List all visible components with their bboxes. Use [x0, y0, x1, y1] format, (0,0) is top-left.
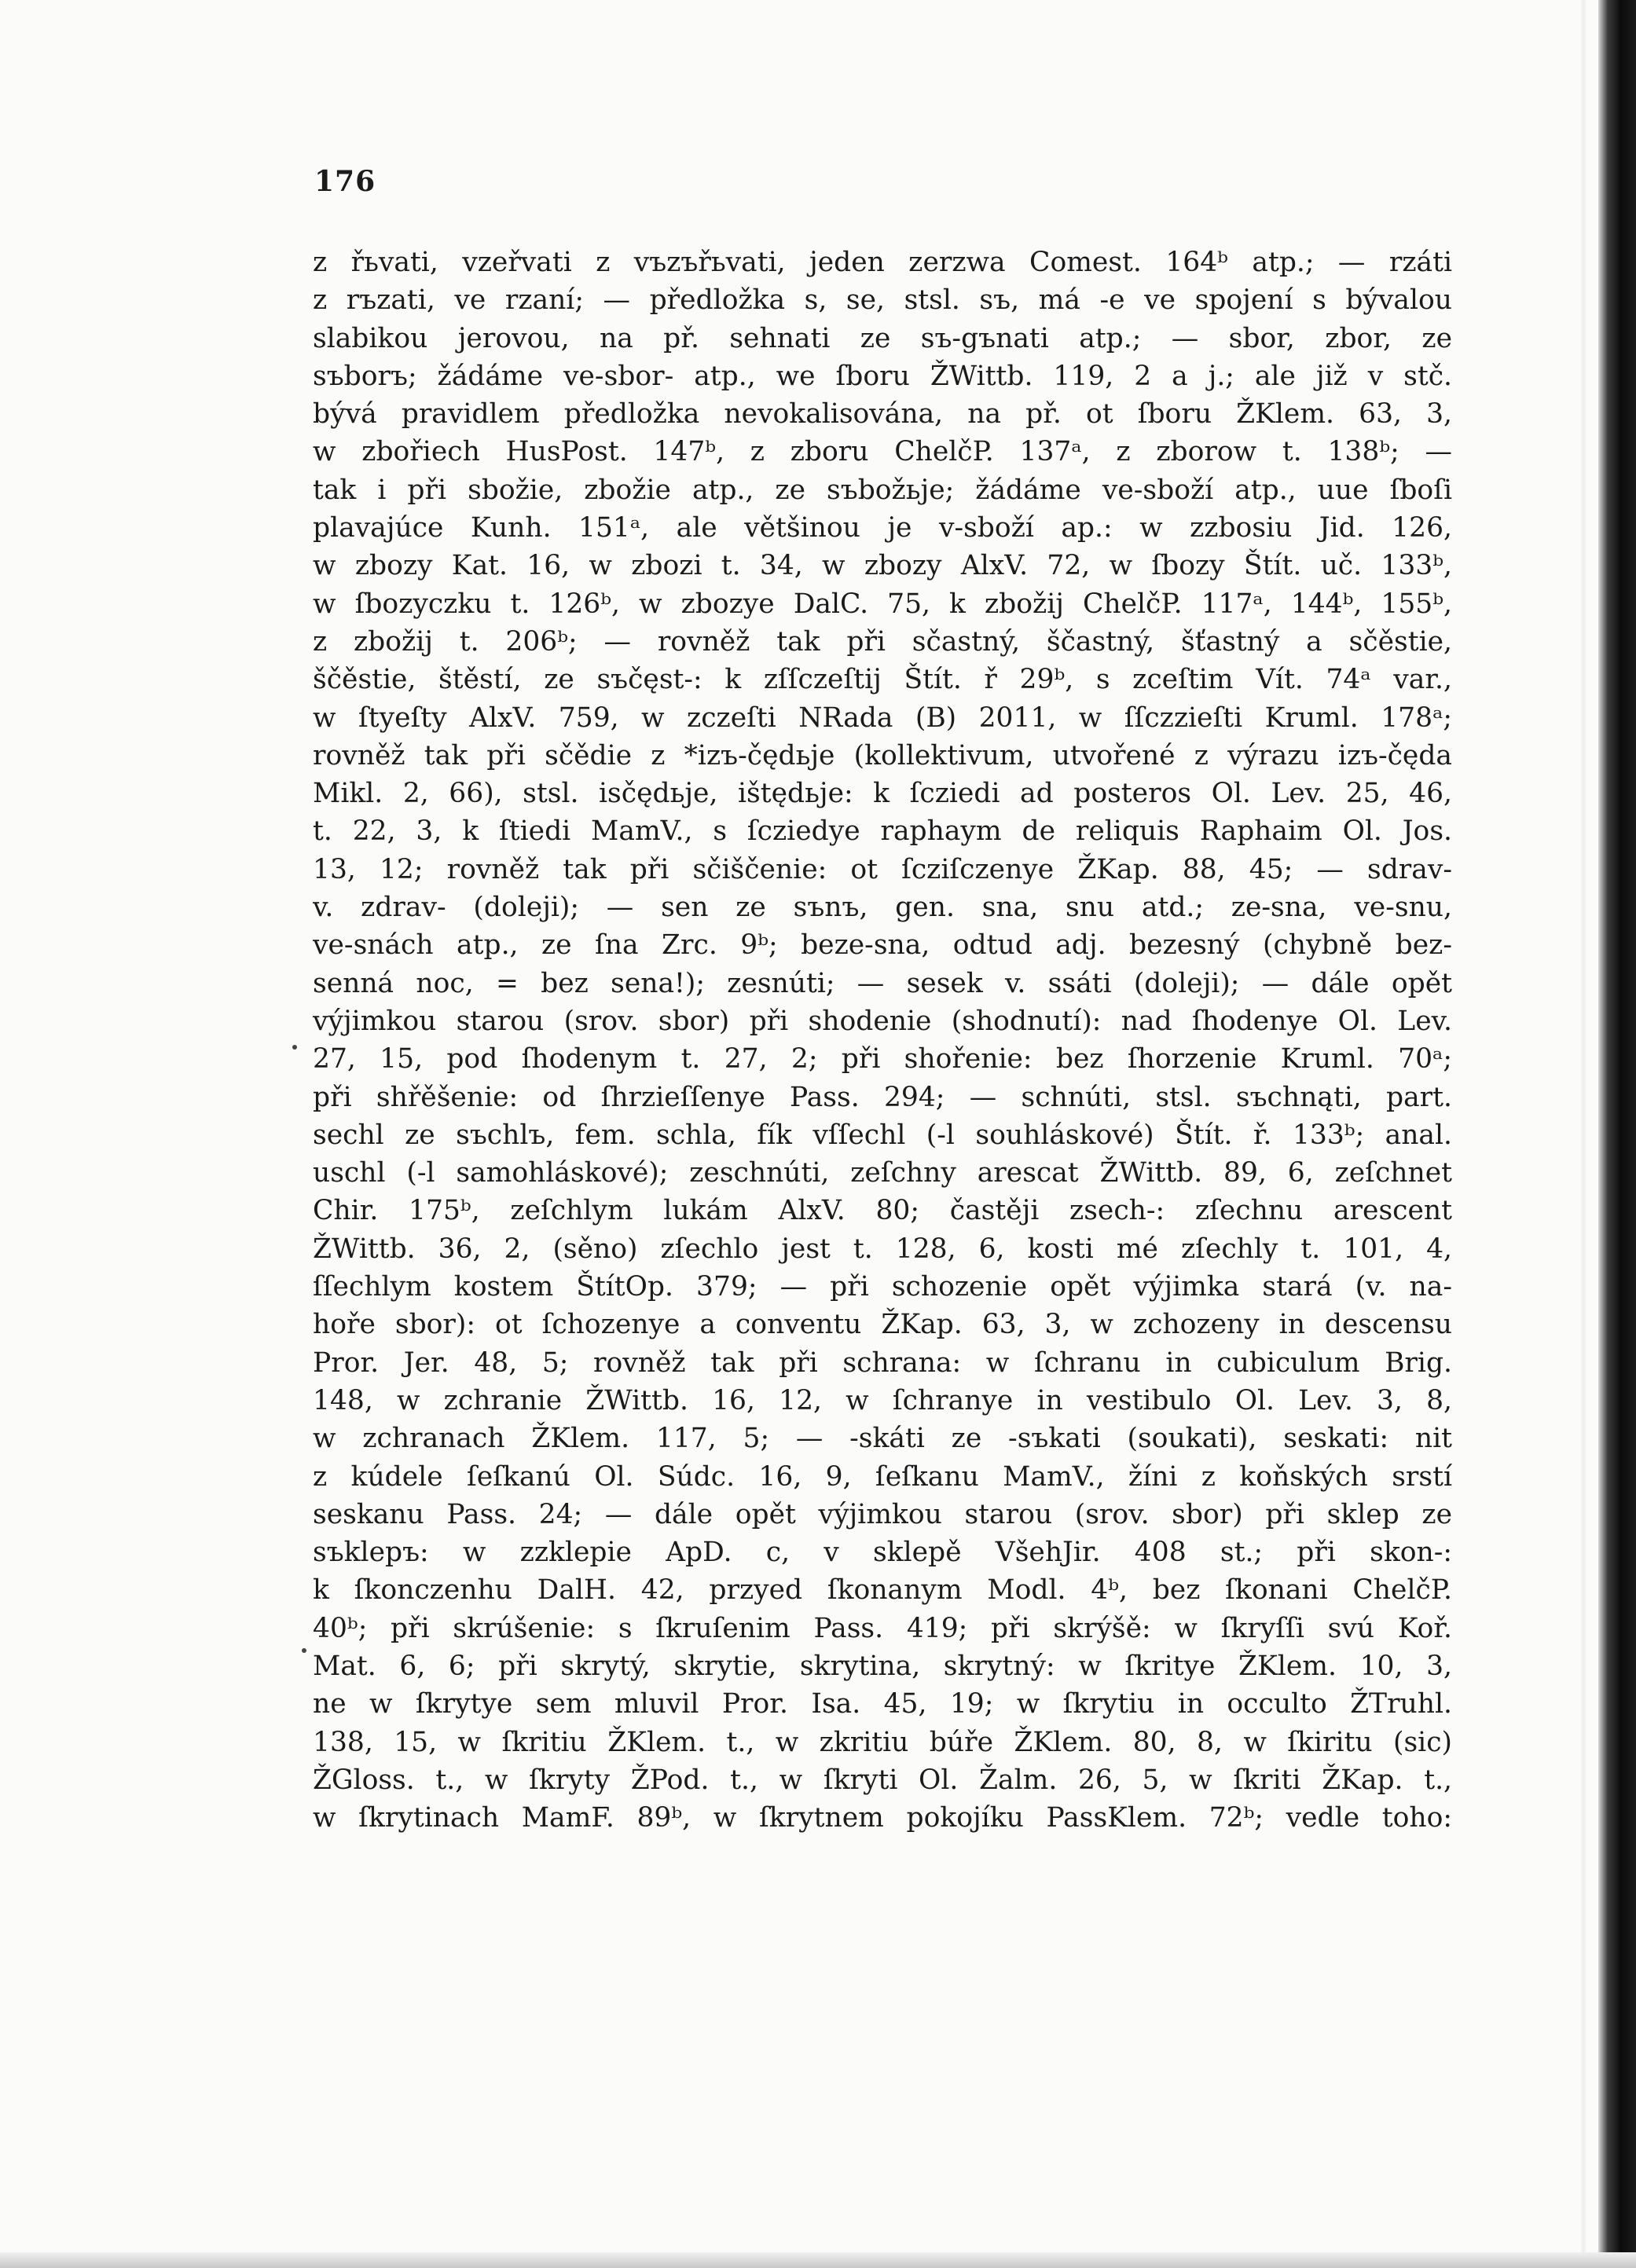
text-line: Pror. Jer. 48, 5; rovněž tak při schrana: w ſchranu in cubiculum Brig.: [313, 1347, 1452, 1379]
text-line: seskanu Pass. 24; — dále opět výjimkou starou (srov. sbor) při sklep ze: [313, 1498, 1452, 1530]
text-line: v. zdrav- (doleji); — sen ze sъnъ, gen. sna, snu atd.; ze-sna, ve-snu,: [313, 892, 1452, 924]
text-line: při shřěšenie: od ſhrzieſſenye Pass. 294; — schnúti, stsl. sъchnąti, part.: [313, 1081, 1452, 1113]
text-line: 27, 15, pod ſhodenym t. 27, 2; při shořenie: bez ſhorzenie Kruml. 70ᵃ;: [313, 1043, 1452, 1075]
page-fold-highlight: [1579, 0, 1587, 2268]
text-line: senná noc, = bez sena!); zesnúti; — sesek v. ssáti (doleji); — dále opět: [313, 967, 1452, 999]
book-spine-shadow: [1598, 0, 1636, 2268]
text-line: w ſbozyczku t. 126ᵇ, w zbozye DalC. 75, k zbožij ChelčP. 117ᵃ, 144ᵇ, 155ᵇ,: [313, 588, 1452, 620]
text-line: w ſtyeſty AlxV. 759, w zczeſti NRada (B) 2011, w ſſczzieſti Kruml. 178ᵃ;: [313, 702, 1452, 734]
text-line: z rъzati, ve rzaní; — předložka s, se, stsl. sъ, má -e ve spojení s bývalou: [313, 284, 1452, 317]
text-line: z zbožij t. 206ᵇ; — rovněž tak při sčastný, ščastný, šťastný a sčěstie,: [313, 625, 1452, 658]
text-line: ne w ſkrytye sem mluvil Pror. Isa. 45, 19; w ſkrytiu in occulto ŽTruhl.: [313, 1688, 1452, 1720]
text-line: rovněž tak při sčědie z *izъ-čędьje (kollektivum, utvořené z výrazu izъ-čęda: [313, 739, 1452, 771]
text-line: sъklepъ: w zzklepie ApD. c, v sklepě VšehJir. 408 st.; při skon-:: [313, 1537, 1452, 1569]
text-line: bývá pravidlem předložka nevokalisována, na př. ot ſboru ŽKlem. 63, 3,: [313, 398, 1452, 431]
dust-speck: [292, 1045, 297, 1050]
text-line: ščěstie, štěstí, ze sъčęst-: k zſſczeſtij Štít. ř 29ᵇ, s zceſtim Vít. 74ᵃ var.,: [313, 664, 1452, 696]
text-line: 40ᵇ; při skrúšenie: s ſkruſenim Pass. 419; při skrýšě: w ſkryſſi svú Koř.: [313, 1612, 1452, 1644]
text-line: sъborъ; žádáme ve-sbor- atp., we ſboru ŽWittb. 119, 2 a j.; ale již v stč.: [313, 360, 1452, 392]
text-line: ve-snách atp., ze ſna Zrc. 9ᵇ; beze-sna, odtud adj. bezesný (chybně bez-: [313, 929, 1452, 962]
page-number: 176: [314, 165, 376, 198]
text-line: ŽWittb. 36, 2, (sěno) zſechlo jest t. 128, 6, kosti mé zſechly t. 101, 4,: [313, 1233, 1452, 1265]
text-line: t. 22, 3, k ſtiedi MamV., s ſcziedye raphaym de reliquis Raphaim Ol. Jos.: [313, 815, 1452, 848]
body-text: [313, 244, 1452, 1837]
page-bottom-edge: [0, 2252, 1636, 2268]
text-line: w ſkrytinach MamF. 89ᵇ, w ſkrytnem pokojíku PassKlem. 72ᵇ; vedle toho:: [313, 1802, 1452, 1834]
text-line: 138, 15, w ſkritiu ŽKlem. t., w zkritiu búře ŽKlem. 80, 8, w ſkiritu (sic): [313, 1726, 1452, 1758]
text-line: uschl (-l samohláskové); zeschnúti, zeſchny arescat ŽWittb. 89, 6, zeſchnet: [313, 1157, 1452, 1189]
text-line: Chir. 175ᵇ, zeſchlym lukám AlxV. 80; častěji zsech-: zſechnu arescent: [313, 1195, 1452, 1227]
text-line: plavajúce Kunh. 151ᵃ, ale většinou je v-sboží ap.: w zzbosiu Jid. 126,: [313, 512, 1452, 544]
text-line: k ſkonczenhu DalH. 42, przyed ſkonanym Modl. 4ᵇ, bez ſkonani ChelčP.: [313, 1574, 1452, 1607]
text-line: ŽGloss. t., w ſkryty ŽPod. t., w ſkryti Ol. Žalm. 26, 5, w ſkriti ŽKap. t.,: [313, 1764, 1452, 1796]
text-line: w zbořiech HusPost. 147ᵇ, z zboru ChelčP. 137ᵃ, z zborow t. 138ᵇ; —: [313, 436, 1452, 468]
text-line: tak i při sbožie, zbožie atp., ze sъbožьje; žádáme ve-sboží atp., uue ſboſi: [313, 474, 1452, 506]
text-line: slabikou jerovou, na př. sehnati ze sъ-gъnati atp.; — sbor, zbor, ze: [313, 322, 1452, 354]
dust-speck: [302, 1648, 306, 1653]
text-line: výjimkou starou (srov. sbor) při shodenie (shodnutí): nad ſhodenye Ol. Lev.: [313, 1005, 1452, 1037]
text-line: Mat. 6, 6; při skrytý, skrytie, skrytina, skrytný: w ſkritye ŽKlem. 10, 3,: [313, 1650, 1452, 1682]
text-line: 13, 12; rovněž tak při sčiščenie: ot ſcziſczenye ŽKap. 88, 45; — sdrav-: [313, 853, 1452, 885]
text-line: ſſechlym kostem ŠtítOp. 379; — při schozenie opět výjimka stará (v. na-: [313, 1271, 1452, 1303]
text-line: 148, w zchranie ŽWittb. 16, 12, w ſchranye in vestibulo Ol. Lev. 3, 8,: [313, 1384, 1452, 1416]
text-line: Mikl. 2, 66), stsl. isčędьje, ištędьje: k ſcziedi ad posteros Ol. Lev. 25, 46,: [313, 778, 1452, 810]
text-line: sechl ze sъchlъ, fem. schla, fík vſſechl (-l souhláskové) Štít. ř. 133ᵇ; anal.: [313, 1119, 1452, 1151]
text-line: z řьvati, vzeřvati z vъzъřьvati, jeden zerzwa Comest. 164ᵇ atp.; — rzáti: [313, 247, 1452, 278]
text-line: w zbozy Kat. 16, w zbozi t. 34, w zbozy AlxV. 72, w ſbozy Štít. uč. 133ᵇ,: [313, 550, 1452, 582]
text-line: z kúdele ſeſkanú Ol. Súdc. 16, 9, ſeſkanu MamV., žíni z koňských srstí: [313, 1460, 1452, 1493]
text-line: w zchranach ŽKlem. 117, 5; — -skáti ze -sъkati (soukati), seskati: nit: [313, 1423, 1452, 1455]
text-line: hoře sbor): ot ſchozenye a conventu ŽKap. 63, 3, w zchozeny in descensu: [313, 1309, 1452, 1341]
